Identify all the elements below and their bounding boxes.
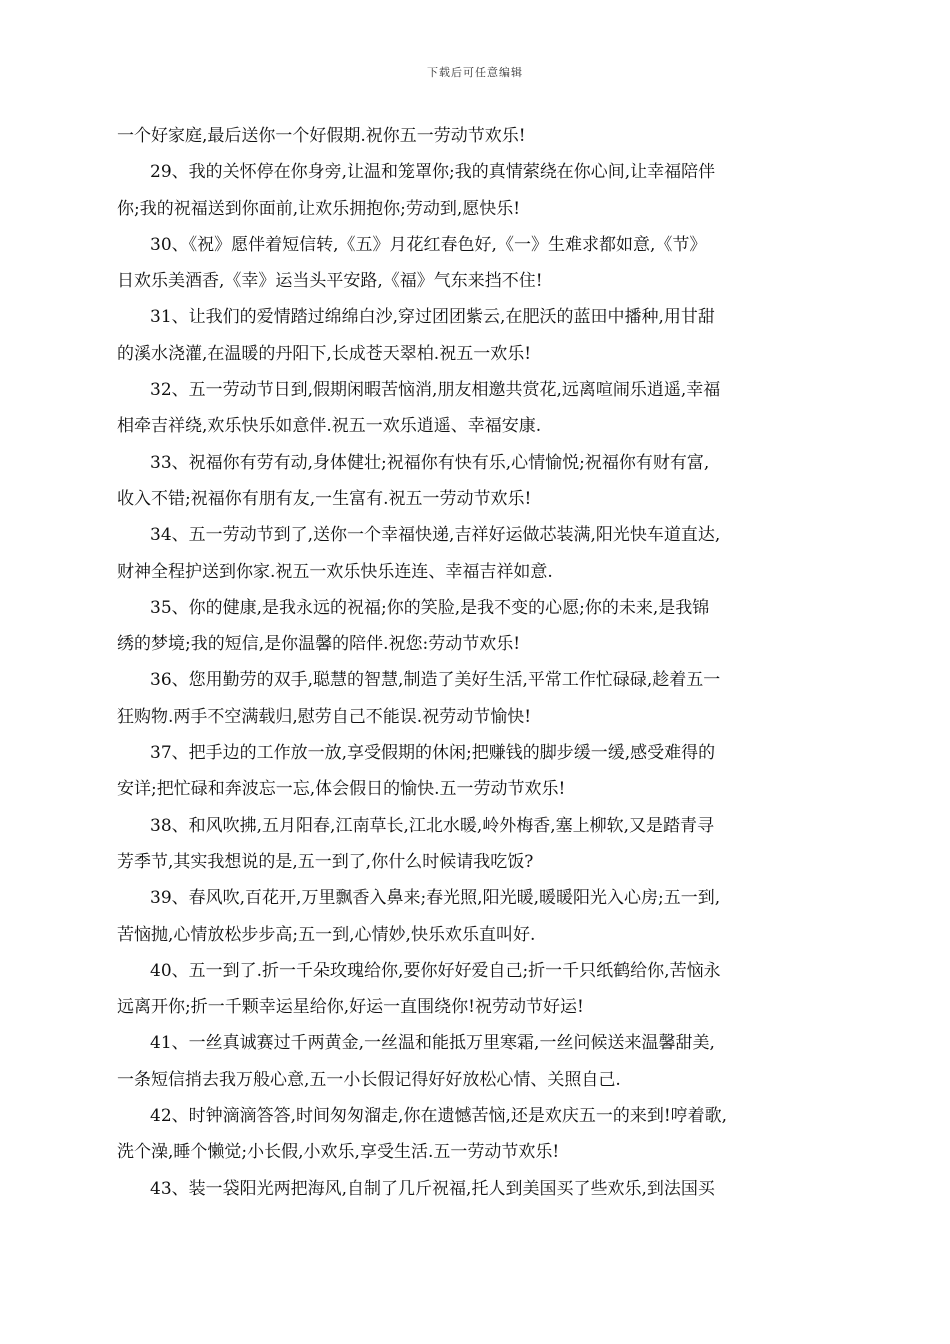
text-line: 38、和风吹拂,五月阳春,江南草长,江北水暖,岭外梅香,塞上柳软,又是踏青寻 (150, 815, 715, 836)
text-line: 29、我的关怀停在你身旁,让温和笼罩你;我的真情萦绕在你心间,让幸福陪伴 (150, 162, 716, 183)
text-line: 财神全程护送到你家.祝五一欢乐快乐连连、幸福吉祥如意. (117, 561, 553, 582)
text-line: 39、春风吹,百花开,万里飘香入鼻来;春光照,阳光暖,暖暖阳光入心房;五一到, (150, 888, 721, 909)
text-line: 相牵吉祥绕,欢乐快乐如意伴.祝五一欢乐逍遥、幸福安康. (117, 416, 542, 437)
text-line: 33、祝福你有劳有动,身体健壮;祝福你有快有乐,心情愉悦;祝福你有财有富, (150, 452, 710, 473)
text-line: 洗个澡,睡个懒觉;小长假,小欢乐,享受生活.五一劳动节欢乐! (117, 1142, 560, 1163)
text-line: 40、五一到了.折一千朵玫瑰给你,要你好好爱自己;折一千只纸鹤给你,苦恼永 (150, 960, 721, 981)
text-line: 狂购物.两手不空满载归,慰劳自己不能误.祝劳动节愉快! (117, 706, 532, 727)
text-line: 35、你的健康,是我永远的祝福;你的笑脸,是我不变的心愿;你的未来,是我锦 (150, 597, 710, 618)
text-line: 你;我的祝福送到你面前,让欢乐拥抱你;劳动到,愿快乐! (117, 198, 521, 219)
text-line: 日欢乐美酒香,《幸》运当头平安路,《福》气东来挡不住! (117, 271, 543, 292)
text-line: 收入不错;祝福你有朋有友,一生富有.祝五一劳动节欢乐! (117, 488, 532, 509)
text-line: 的溪水浇灌,在温暖的丹阳下,长成苍天翠柏.祝五一欢乐! (117, 343, 532, 364)
text-line: 一条短信捎去我万般心意,五一小长假记得好好放松心情、关照自己. (117, 1069, 621, 1090)
text-line: 41、一丝真诚赛过千两黄金,一丝温和能抵万里寒霜,一丝问候送来温馨甜美, (150, 1033, 715, 1054)
text-line: 安详;把忙碌和奔波忘一忘,体会假日的愉快.五一劳动节欢乐! (117, 779, 566, 800)
text-line: 42、时钟滴滴答答,时间匆匆溜走,你在遗憾苦恼,还是欢庆五一的来到!哼着歌, (150, 1106, 728, 1127)
text-line: 34、五一劳动节到了,送你一个幸福快递,吉祥好运做芯装满,阳光快车道直达, (150, 525, 721, 546)
text-line: 32、五一劳动节日到,假期闲暇苦恼消,朋友相邀共赏花,远离喧闹乐逍遥,幸福 (150, 380, 721, 401)
text-line: 31、让我们的爱情踏过绵绵白沙,穿过团团紫云,在肥沃的蓝田中播种,用甘甜 (150, 307, 715, 328)
text-line: 一个好家庭,最后送你一个好假期.祝你五一劳动节欢乐! (117, 126, 526, 146)
text-line: 43、装一袋阳光两把海风,自制了几斤祝福,托人到美国买了些欢乐,到法国买 (150, 1178, 715, 1199)
text-line: 36、您用勤劳的双手,聪慧的智慧,制造了美好生活,平常工作忙碌碌,趁着五一 (150, 670, 721, 691)
page-header: 下载后可任意编辑 (427, 66, 523, 79)
text-line: 苦恼抛,心情放松步步高;五一到,心情妙,快乐欢乐直叫好. (117, 924, 536, 945)
document-body (117, 118, 817, 1207)
text-line: 37、把手边的工作放一放,享受假期的休闲;把赚钱的脚步缓一缓,感受难得的 (150, 743, 716, 764)
text-line: 30、《祝》愿伴着短信转,《五》月花红春色好,《一》生难求都如意,《节》 (150, 234, 707, 255)
text-line: 绣的梦境;我的短信,是你温馨的陪伴.祝您:劳动节欢乐! (117, 634, 521, 655)
text-line: 芳季节,其实我想说的是,五一到了,你什么时候请我吃饭? (117, 851, 534, 872)
text-line: 远离开你;折一千颗幸运星给你,好运一直围绕你!祝劳动节好运! (117, 997, 584, 1018)
